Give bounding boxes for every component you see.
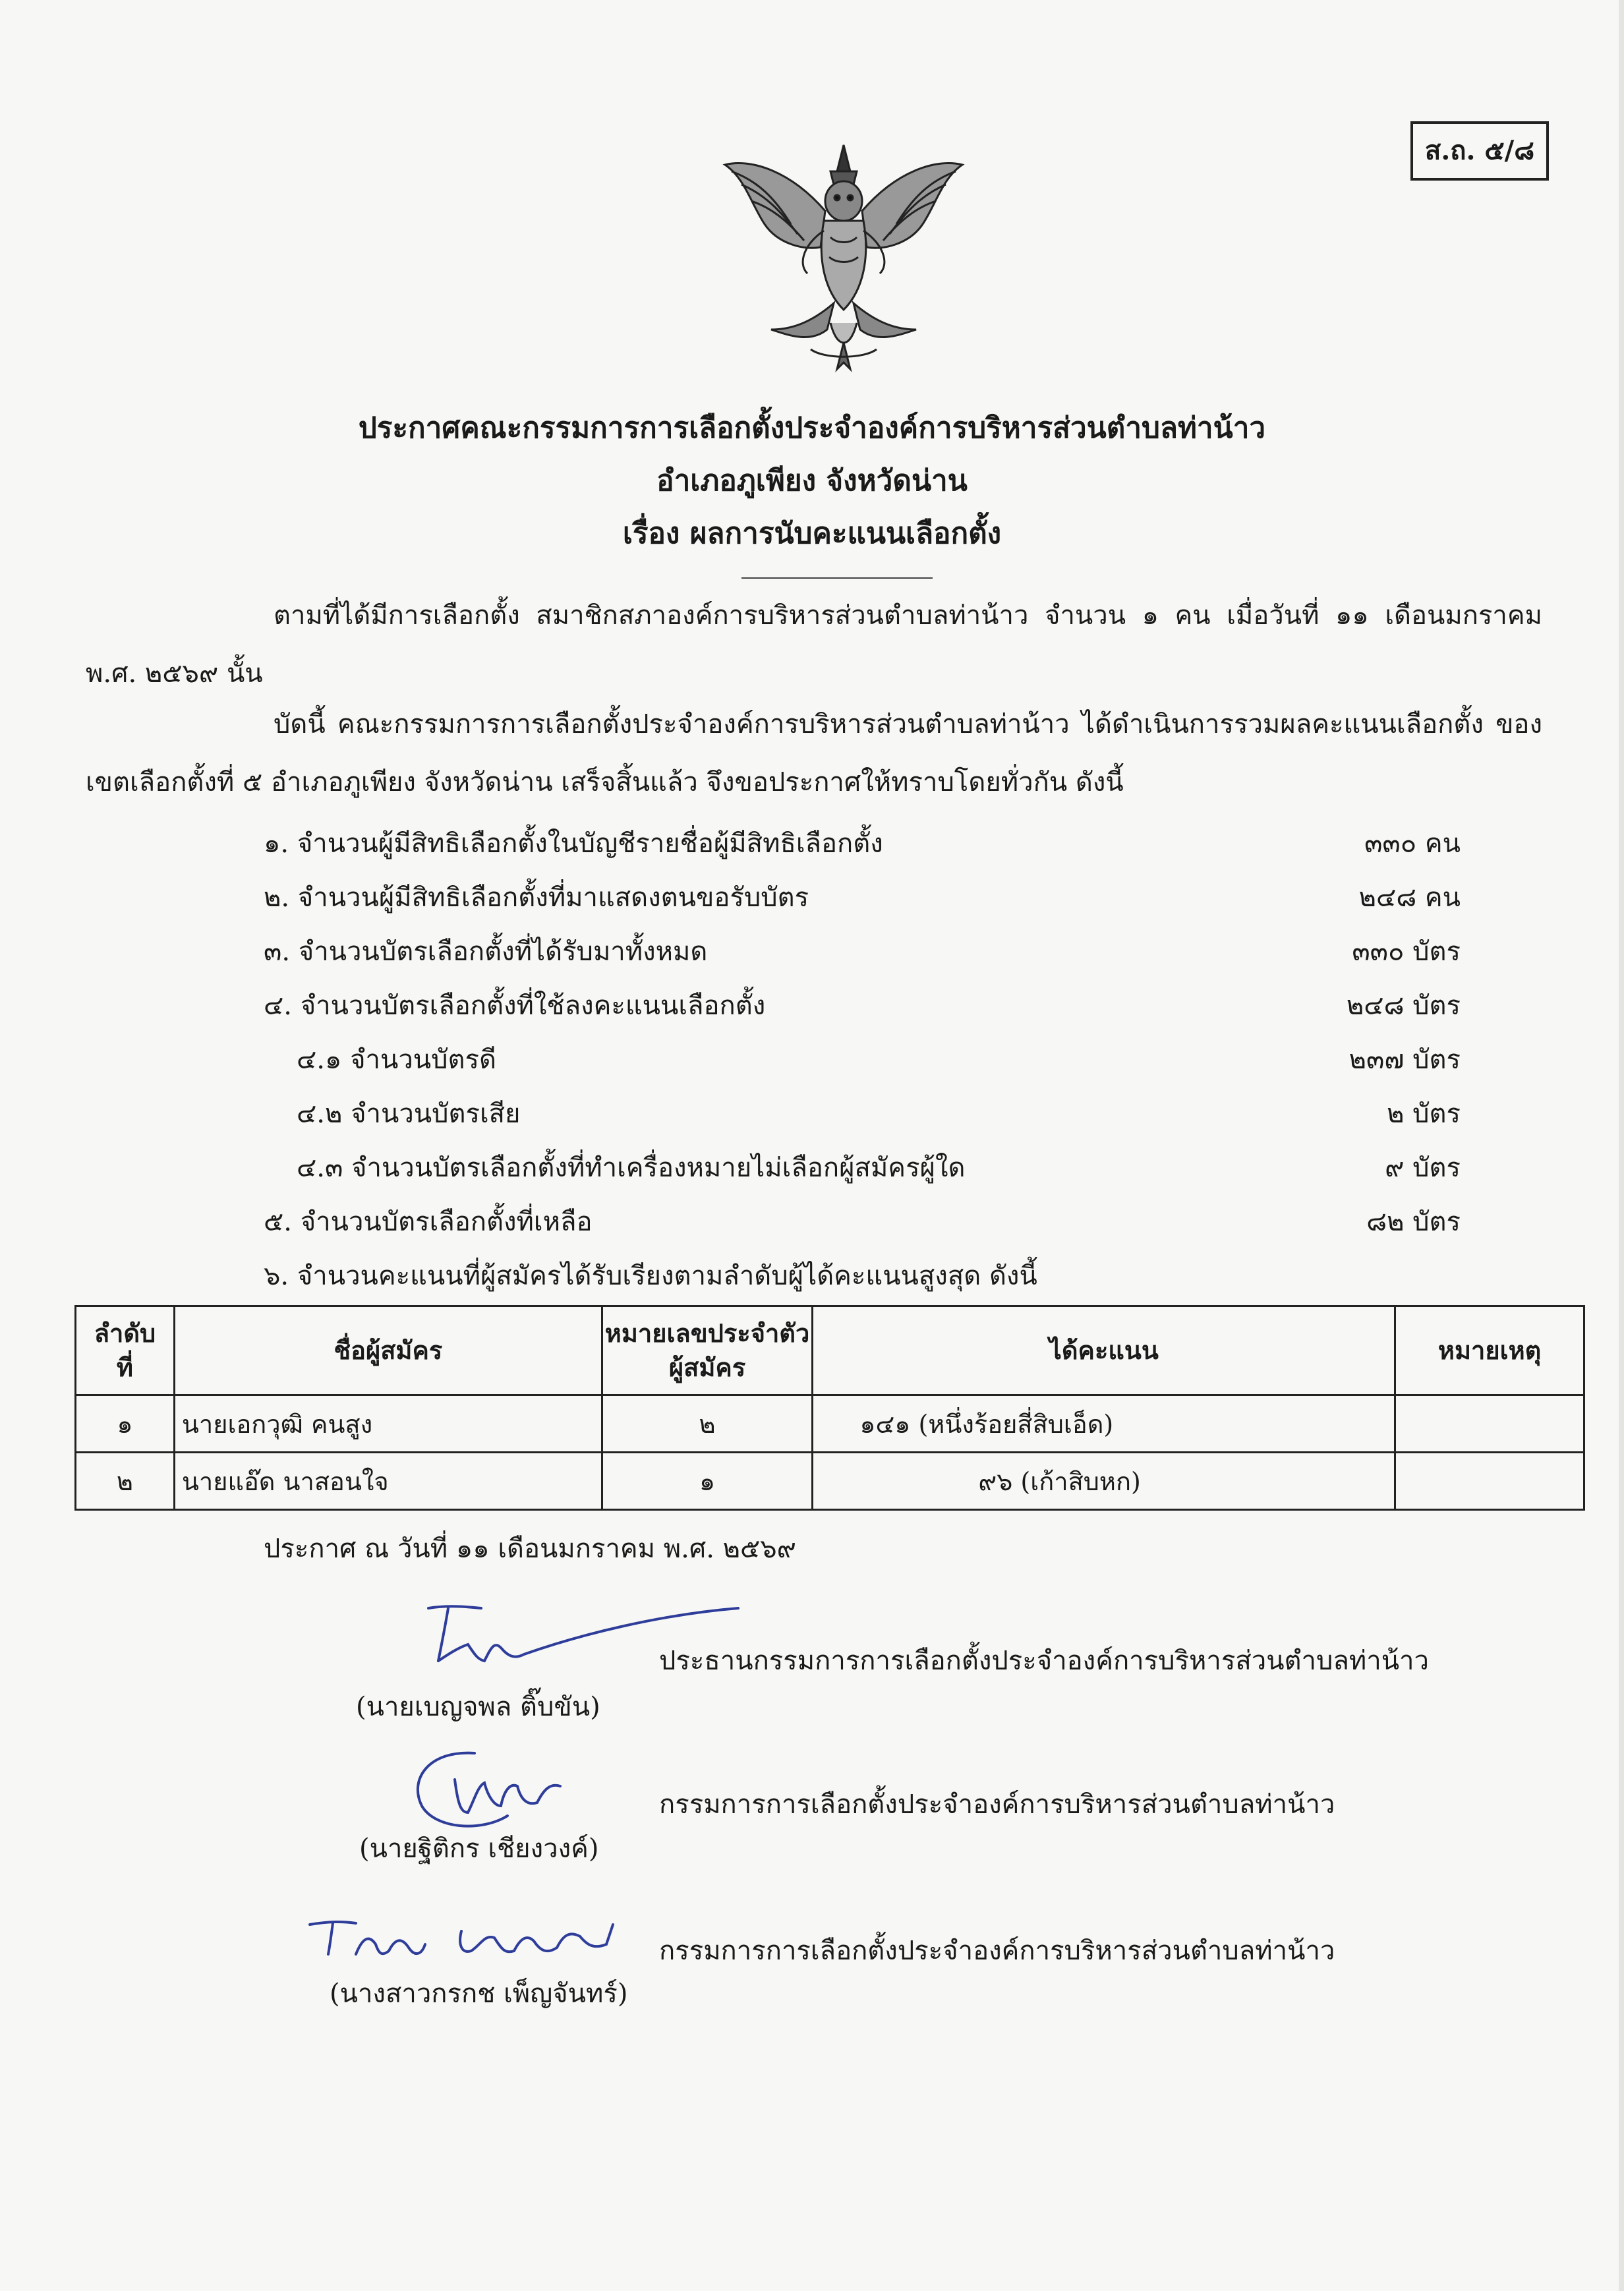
paragraph-2-text: บัดนี้ คณะกรรมการการเลือกตั้งประจำองค์การบริหารส่วนตำบลท่าน้าว ได้ดำเนินการรวมผลคะแนนเลือกตั้ง ของเขตเลือกตั้งที่ ๕ อำเภอภูเพียง จังหวัดน่าน เสร็จสิ้นแล้ว จึงขอประกาศให้ทราบโดยทั่วกัน ดังนี้ [86,709,1542,798]
header-order: ลำดับ ที่ [76,1306,175,1395]
table-row [76,1395,1584,1453]
summary-item-1 [264,824,1461,863]
header-name: ชื่อผู้สมัคร [174,1306,602,1395]
signature-1-name: (นายเบญจพล ติ๊บขัน) [356,1692,600,1722]
announce-date: ประกาศ ณ วันที่ ๑๑ เดือนมกราคม พ.ศ. ๒๕๖๙ [264,1534,796,1564]
header-score: ได้คะแนน [813,1306,1395,1395]
cell-order: ๑ [76,1395,175,1453]
header-line-3: เรื่อง ผลการนับคะแนนเลือกตั้ง [622,517,1002,550]
title-underline [741,577,933,579]
signature-2-name: (นายฐิติกร เชียงวงค์) [359,1834,599,1864]
summary-item-value: ๘๒ บัตร [1366,1207,1461,1237]
summary-item-4-2 [297,1094,1461,1134]
summary-item-label: ๕. จำนวนบัตรเลือกตั้งที่เหลือ [264,1207,593,1237]
summary-item-6 [264,1256,1461,1296]
summary-item-label: ๒. จำนวนผู้มีสิทธิเลือกตั้งที่มาแสดงตนขอรับบัตร [264,883,809,913]
summary-item-label: ๔. จำนวนบัตรเลือกตั้งที่ใช้ลงคะแนนเลือกตั้ง [264,991,766,1021]
summary-item-label: ๖. จำนวนคะแนนที่ผู้สมัครได้รับเรียงตามลำดับผู้ได้คะแนนสูงสุด ดังนี้ [264,1261,1037,1291]
cell-score: ๑๔๑ (หนึ่งร้อยสี่สิบเอ็ด) [813,1395,1395,1453]
form-code-box: ส.ถ. ๕/๘ [1410,121,1549,181]
summary-item-value: ๒๔๘ คน [1358,883,1461,913]
signature-1-role: ประธานกรรมการการเลือกตั้งประจำองค์การบริหารส่วนตำบลท่าน้าว [659,1646,1429,1676]
summary-item-label: ๓. จำนวนบัตรเลือกตั้งที่ได้รับมาทั้งหมด [264,937,708,967]
cell-score: ๙๖ (เก้าสิบหก) [813,1453,1395,1510]
summary-item-label: ๔.๓ จำนวนบัตรเลือกตั้งที่ทำเครื่องหมายไม่เลือกผู้สมัครผู้ใด [297,1153,966,1183]
paragraph-2 [86,695,1542,811]
cell-remark [1395,1395,1584,1453]
summary-item-2 [264,878,1461,917]
summary-item-4 [264,986,1461,1026]
summary-item-value: ๒๔๘ บัตร [1346,991,1461,1021]
signature-2-role: กรรมการการเลือกตั้งประจำองค์การบริหารส่วนตำบลท่าน้าว [659,1789,1335,1820]
summary-item-value: ๓๓๐ คน [1364,828,1461,859]
summary-item-label: ๔.๒ จำนวนบัตรเสีย [297,1099,521,1129]
signature-3-mark [303,1898,633,1971]
paragraph-1 [86,587,1542,703]
cell-name: นายแอ๊ด นาสอนใจ [174,1453,602,1510]
header-remark: หมายเหตุ [1395,1306,1584,1395]
header-line-1: ประกาศคณะกรรมการการเลือกตั้งประจำองค์การบริหารส่วนตำบลท่าน้าว [358,411,1266,445]
paragraph-1-text: ตามที่ได้มีการเลือกตั้ง สมาชิกสภาองค์การบริหารส่วนตำบลท่าน้าว จำนวน ๑ คน เมื่อวันที่ ๑๑ เดือนมกราคม พ.ศ. ๒๕๖๙ นั้น [86,600,1542,689]
summary-item-label: ๑. จำนวนผู้มีสิทธิเลือกตั้งในบัญชีรายชื่อผู้มีสิทธิเลือกตั้ง [264,828,883,859]
summary-item-4-3 [297,1148,1461,1188]
summary-item-value: ๒ บัตร [1387,1099,1461,1129]
summary-item-value: ๓๓๐ บัตร [1352,937,1461,967]
summary-item-5 [264,1202,1461,1242]
signature-2-mark [395,1733,593,1839]
summary-item-3 [264,932,1461,972]
summary-item-4-1 [297,1040,1461,1080]
table-header-row [76,1306,1584,1395]
summary-item-value: ๙ บัตร [1385,1153,1461,1183]
cell-number: ๒ [602,1395,813,1453]
scan-edge [1619,0,1624,2291]
cell-number: ๑ [602,1453,813,1510]
cell-remark [1395,1453,1584,1510]
header-number: หมายเลขประจำตัว ผู้สมัคร [602,1306,813,1395]
summary-item-label: ๔.๑ จำนวนบัตรดี [297,1045,496,1075]
garuda-emblem-icon [712,132,975,395]
cell-order: ๒ [76,1453,175,1510]
signature-3-name: (นางสาวกรกช เพ็ญจันทร์) [330,1979,628,2009]
summary-item-value: ๒๓๗ บัตร [1348,1045,1461,1075]
signature-3-role: กรรมการการเลือกตั้งประจำองค์การบริหารส่วนตำบลท่าน้าว [659,1936,1335,1966]
header-line-2: อำเภอภูเพียง จังหวัดน่าน [656,464,968,498]
results-table [74,1305,1585,1511]
cell-name: นายเอกวุฒิ คนสูง [174,1395,602,1453]
table-row [76,1453,1584,1510]
